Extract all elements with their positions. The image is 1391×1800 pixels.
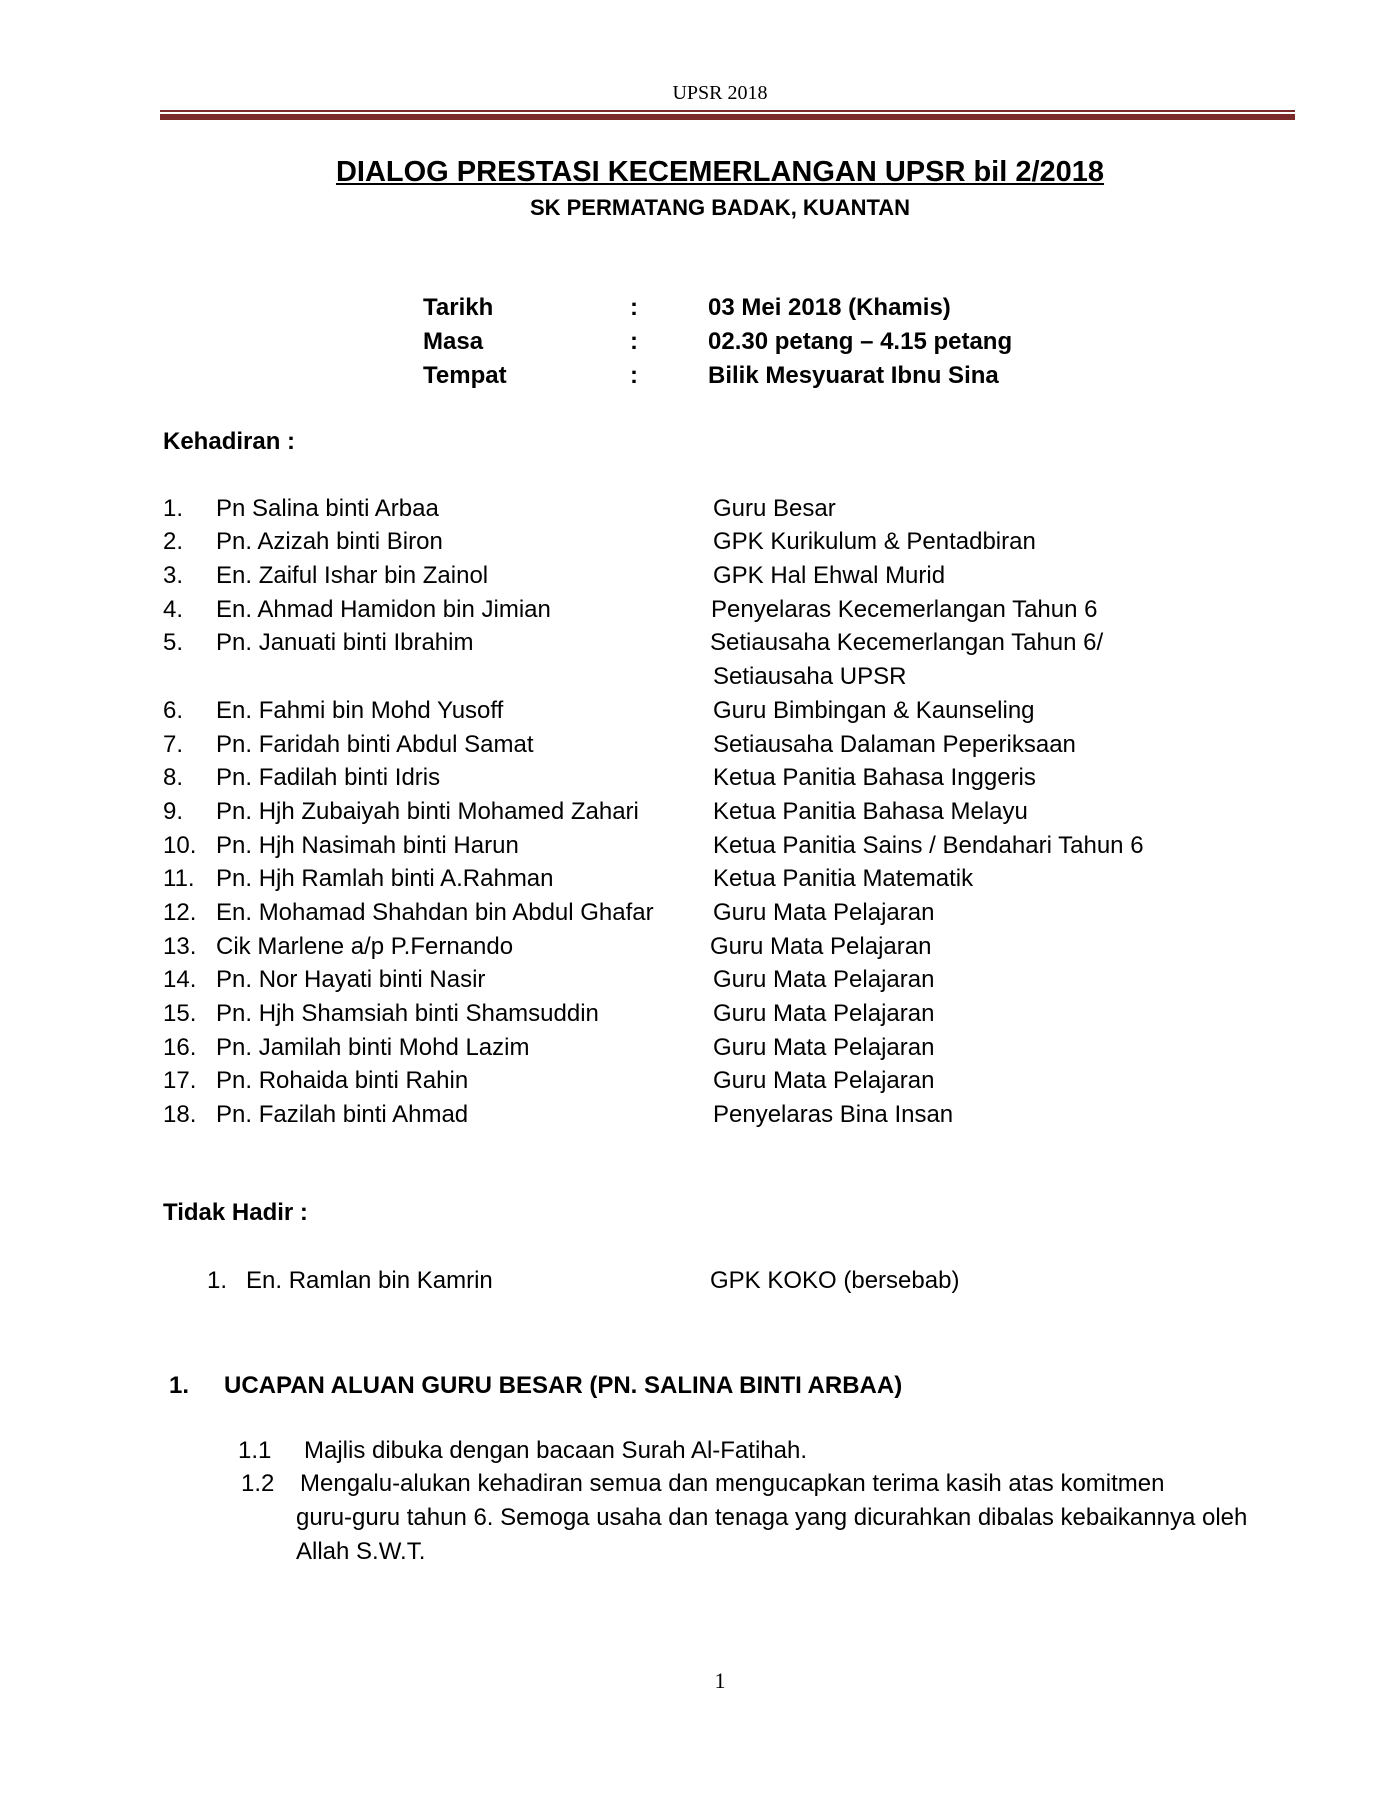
attendee-role: Guru Mata Pelajaran [710,933,932,960]
attendee-number: 9. [163,798,184,825]
meeting-place-value: Bilik Mesyuarat Ibnu Sina [708,362,999,389]
attendee-role: GPK Kurikulum & Pentadbiran [713,528,1036,555]
attendee-name: Pn. Jamilah binti Mohd Lazim [216,1034,530,1061]
attendee-number: 11. [163,865,195,892]
attendee-role-continued: Setiausaha UPSR [713,663,907,690]
attendee-role: Guru Mata Pelajaran [713,1000,935,1027]
item-number: 1.1 [238,1437,272,1464]
attendee-role: Penyelaras Bina Insan [713,1101,954,1128]
attendee-number: 15. [163,1000,197,1027]
header-rule-thick [160,114,1295,120]
attendee-number: 1. [163,495,184,522]
attendee-number: 3. [163,562,184,589]
attendee-role: Guru Besar [713,495,836,522]
attendee-name: Cik Marlene a/p P.Fernando [216,933,514,960]
header-rule-thin [160,110,1295,112]
meeting-date-label: Tarikh [423,294,494,321]
attendee-role: Guru Bimbingan & Kaunseling [713,697,1035,724]
attendee-role: GPK Hal Ehwal Murid [713,562,946,589]
attendee-name: Pn. Januati binti Ibrahim [216,629,474,656]
attendee-number: 7. [163,731,184,758]
attendee-name: Pn. Hjh Nasimah binti Harun [216,832,519,859]
attendee-name: Pn. Nor Hayati binti Nasir [216,966,486,993]
attendee-number: 12. [163,899,197,926]
attendee-name: Pn. Azizah binti Biron [216,528,443,555]
attendance-heading: Kehadiran : [163,428,296,455]
attendee-role: Ketua Panitia Bahasa Inggeris [713,764,1036,791]
item-number: 1.2 [241,1470,275,1497]
attendee-name: En. Ahmad Hamidon bin Jimian [216,596,551,623]
attendee-name: Pn. Rohaida binti Rahin [216,1067,469,1094]
absentee-number: 1. [207,1267,228,1294]
meeting-time-sep: : [630,328,638,355]
attendee-role: Guru Mata Pelajaran [713,1067,935,1094]
attendee-role: Penyelaras Kecemerlangan Tahun 6 [711,596,1098,623]
meeting-date-value: 03 Mei 2018 (Khamis) [708,294,951,321]
attendee-role: Guru Mata Pelajaran [713,1034,935,1061]
section-1-number: 1. [169,1372,190,1399]
attendee-number: 4. [163,596,184,623]
attendee-name: En. Fahmi bin Mohd Yusoff [216,697,504,724]
meeting-time-label: Masa [423,328,484,355]
attendee-number: 8. [163,764,184,791]
attendee-number: 17. [163,1067,197,1094]
attendee-role: Ketua Panitia Bahasa Melayu [713,798,1028,825]
absentee-name: En. Ramlan bin Kamrin [246,1267,493,1294]
attendee-number: 5. [163,629,184,656]
attendee-name: Pn. Hjh Zubaiyah binti Mohamed Zahari [216,798,639,825]
document-subtitle: SK PERMATANG BADAK, KUANTAN [529,195,911,220]
item-text-continued: guru-guru tahun 6. Semoga usaha dan tenaga yang dicurahkan dibalas kebaikannya oleh [296,1504,1248,1531]
attendee-name: Pn. Fazilah binti Ahmad [216,1101,469,1128]
meeting-place-label: Tempat [423,362,507,389]
meeting-place-sep: : [630,362,638,389]
meeting-time-value: 02.30 petang – 4.15 petang [708,328,1013,355]
attendee-number: 2. [163,528,184,555]
attendee-number: 18. [163,1101,197,1128]
attendee-name: Pn. Hjh Ramlah binti A.Rahman [216,865,554,892]
attendee-number: 13. [163,933,197,960]
attendee-role: Ketua Panitia Sains / Bendahari Tahun 6 [713,832,1144,859]
attendee-name: En. Mohamad Shahdan bin Abdul Ghafar [216,899,654,926]
item-text: Mengalu-alukan kehadiran semua dan mengucapkan terima kasih atas komitmen [300,1470,1165,1497]
attendee-role: Ketua Panitia Matematik [713,865,974,892]
attendee-role: Guru Mata Pelajaran [713,899,935,926]
attendee-name: En. Zaiful Ishar bin Zainol [216,562,489,589]
item-text: Majlis dibuka dengan bacaan Surah Al-Fatihah. [304,1437,807,1464]
attendee-name: Pn Salina binti Arbaa [216,495,439,522]
attendee-role: Setiausaha Dalaman Peperiksaan [713,731,1076,758]
attendee-name: Pn. Faridah binti Abdul Samat [216,731,534,758]
attendee-number: 16. [163,1034,197,1061]
page-number: 1 [714,1668,726,1693]
attendee-number: 6. [163,697,184,724]
section-1-heading: UCAPAN ALUAN GURU BESAR (PN. SALINA BINTI ARBAA) [224,1372,903,1399]
item-text-continued: Allah S.W.T. [296,1538,426,1565]
meeting-date-sep: : [630,294,638,321]
absentee-role: GPK KOKO (bersebab) [710,1267,960,1294]
attendee-name: Pn. Fadilah binti Idris [216,764,441,791]
attendee-number: 10. [163,832,197,859]
absent-heading: Tidak Hadir : [163,1199,308,1226]
attendee-role: Setiausaha Kecemerlangan Tahun 6/ [710,629,1104,656]
attendee-number: 14. [163,966,197,993]
document-title: DIALOG PRESTASI KECEMERLANGAN UPSR bil 2/2018 [335,156,1105,188]
running-header: UPSR 2018 [672,82,768,104]
attendee-name: Pn. Hjh Shamsiah binti Shamsuddin [216,1000,599,1027]
attendee-role: Guru Mata Pelajaran [713,966,935,993]
